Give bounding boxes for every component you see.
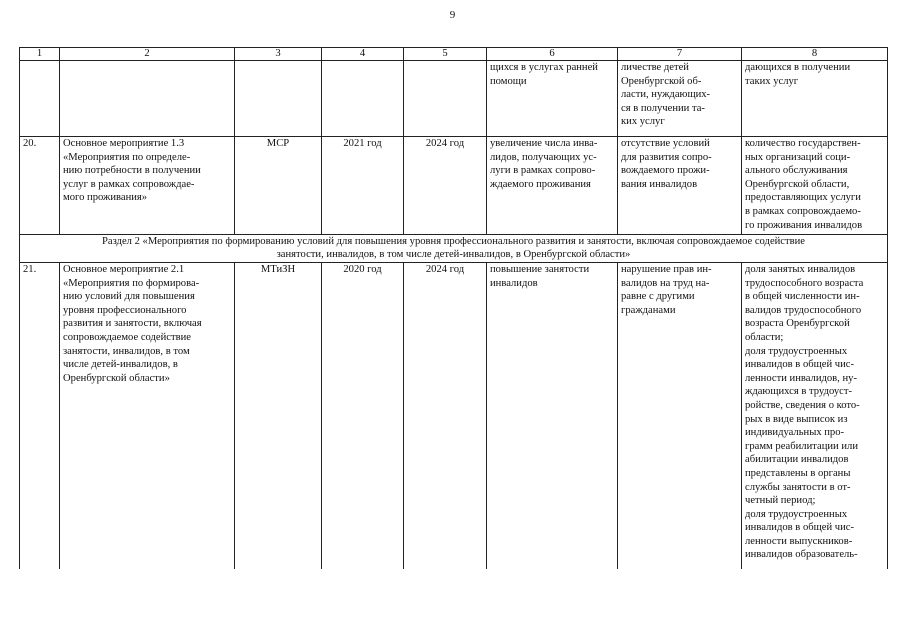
text-line: представлены в органы bbox=[745, 467, 851, 479]
indicator-cell bbox=[742, 61, 888, 137]
column-number: 1 bbox=[20, 48, 60, 61]
column-number: 4 bbox=[322, 48, 404, 61]
text-line: увеличение числа инва- bbox=[490, 138, 598, 149]
table-row bbox=[20, 137, 888, 235]
text-line: развития и занятости, включая bbox=[63, 318, 202, 330]
text-line: ленности инвалидов, ну- bbox=[745, 372, 857, 384]
text-line: вания инвалидов bbox=[621, 178, 698, 190]
row-number: 20. bbox=[20, 137, 60, 235]
text-line: таких услуг bbox=[745, 75, 799, 87]
text-line: ждающихся в трудоуст- bbox=[745, 386, 853, 398]
executor-cell: МТиЗН bbox=[235, 263, 322, 569]
table-row bbox=[20, 263, 888, 569]
result-cell bbox=[487, 137, 618, 235]
page-number: 9 bbox=[449, 9, 456, 21]
text-line: Оренбургской области, bbox=[745, 178, 850, 190]
text-line: инвалидов образователь- bbox=[745, 549, 858, 561]
column-number-header-row bbox=[20, 48, 888, 61]
indicator-cell bbox=[742, 263, 888, 569]
text-line: повышение занятости bbox=[490, 264, 590, 275]
text-line: числе детей-инвалидов, в bbox=[63, 359, 178, 371]
text-line: абилитации инвалидов bbox=[745, 454, 849, 466]
text-line: занятости, инвалидов, в том числе детей-инвалидов, в Оренбургской области» bbox=[276, 249, 631, 260]
table-row-continued bbox=[20, 61, 888, 137]
text-line: личестве детей bbox=[621, 62, 689, 73]
text-line: ройстве, сведения о кото- bbox=[745, 399, 860, 411]
text-line: области; bbox=[745, 331, 784, 343]
text-line: занятости, инвалидов, в том bbox=[63, 345, 190, 357]
column-number: 2 bbox=[60, 48, 235, 61]
text-line: го проживания инвалидов bbox=[745, 219, 863, 231]
text-line: доля трудоустроенных bbox=[745, 508, 848, 520]
text-line: ласти, нуждающих- bbox=[621, 89, 711, 101]
text-line: уровня профессионального bbox=[63, 304, 187, 316]
text-line: луги в рамках сопрово- bbox=[490, 165, 596, 177]
text-line: Оренбургской об- bbox=[621, 75, 702, 87]
measures-table bbox=[19, 47, 888, 569]
end-year-cell: 2024 год bbox=[404, 263, 487, 569]
start-year-cell: 2020 год bbox=[322, 263, 404, 569]
text-line: Основное мероприятие 2.1 bbox=[63, 264, 185, 275]
text-line: ального обслуживания bbox=[745, 165, 848, 177]
text-line: инвалидов в общей чис- bbox=[745, 359, 855, 371]
text-line: рых в виде выписок из bbox=[745, 413, 848, 425]
text-line: доля трудоустроенных bbox=[745, 345, 848, 357]
text-line: ждаемого проживания bbox=[490, 178, 591, 190]
text-line: Раздел 2 «Мероприятия по формированию условий для повышения уровня профессионального развития и занятости, включая сопровождаемое содействие bbox=[101, 236, 806, 247]
text-line: дающихся в получении bbox=[745, 62, 851, 73]
row-number: 21. bbox=[20, 263, 60, 569]
consequence-cell bbox=[618, 137, 742, 235]
start-year-cell: 2021 год bbox=[322, 137, 404, 235]
measure-name-cell bbox=[60, 137, 235, 235]
text-line: «Мероприятия по формирова- bbox=[63, 277, 200, 289]
text-line: в рамках сопровождаемо- bbox=[745, 205, 861, 217]
text-line: ленности выпускников- bbox=[745, 535, 853, 547]
text-line: ких услуг bbox=[621, 116, 665, 128]
text-line: валидов трудоспособного bbox=[745, 304, 862, 316]
text-line: для развития сопро- bbox=[621, 151, 712, 163]
text-line: валидов на труд на- bbox=[621, 277, 710, 289]
text-line: лидов, получающих ус- bbox=[490, 151, 597, 163]
text-line: в общей численности ин- bbox=[745, 291, 860, 303]
consequence-cell bbox=[618, 263, 742, 569]
result-cell bbox=[487, 61, 618, 137]
text-line: четный период; bbox=[745, 495, 816, 507]
text-line: гражданами bbox=[621, 304, 676, 316]
text-line: равне с другими bbox=[621, 291, 695, 303]
text-line: индивидуальных про- bbox=[745, 427, 845, 439]
section-heading bbox=[20, 235, 888, 263]
text-line: грамм реабилитации или bbox=[745, 440, 858, 452]
result-cell bbox=[487, 263, 618, 569]
text-line: «Мероприятия по определе- bbox=[63, 151, 191, 163]
text-line: инвалидов bbox=[490, 277, 538, 289]
text-line: сопровождаемое содействие bbox=[63, 331, 191, 343]
text-line: количество государствен- bbox=[745, 138, 861, 149]
text-line: мого проживания» bbox=[63, 192, 148, 204]
text-line: ся в получении та- bbox=[621, 102, 705, 114]
column-number: 6 bbox=[487, 48, 618, 61]
end-year-cell: 2024 год bbox=[404, 137, 487, 235]
column-number: 5 bbox=[404, 48, 487, 61]
text-line: инвалидов в общей чис- bbox=[745, 522, 855, 534]
consequence-cell bbox=[618, 61, 742, 137]
text-line: ных организаций соци- bbox=[745, 151, 851, 163]
text-line: службы занятости в от- bbox=[745, 481, 851, 493]
text-line: нию условий для повышения bbox=[63, 291, 195, 303]
text-line: Оренбургской области» bbox=[63, 372, 170, 384]
text-line: предоставляющих услуги bbox=[745, 192, 861, 204]
text-line: возраста Оренбургской bbox=[745, 318, 850, 330]
text-line: вождаемого прожи- bbox=[621, 165, 710, 177]
text-line: доля занятых инвалидов bbox=[745, 264, 856, 275]
section-heading-row bbox=[20, 235, 888, 263]
text-line: щихся в услугах ранней bbox=[490, 62, 598, 73]
text-line: нию потребности в получении bbox=[63, 165, 201, 177]
text-line: Основное мероприятие 1.3 bbox=[63, 138, 185, 149]
measure-name-cell bbox=[60, 263, 235, 569]
column-number: 8 bbox=[742, 48, 888, 61]
text-line: нарушение прав ин- bbox=[621, 264, 712, 275]
text-line: помощи bbox=[490, 75, 527, 87]
text-line: услуг в рамках сопровождае- bbox=[63, 178, 195, 190]
text-line: трудоспособного возраста bbox=[745, 277, 864, 289]
executor-cell: МСР bbox=[235, 137, 322, 235]
column-number: 3 bbox=[235, 48, 322, 61]
indicator-cell bbox=[742, 137, 888, 235]
text-line: отсутствие условий bbox=[621, 138, 710, 149]
column-number: 7 bbox=[618, 48, 742, 61]
